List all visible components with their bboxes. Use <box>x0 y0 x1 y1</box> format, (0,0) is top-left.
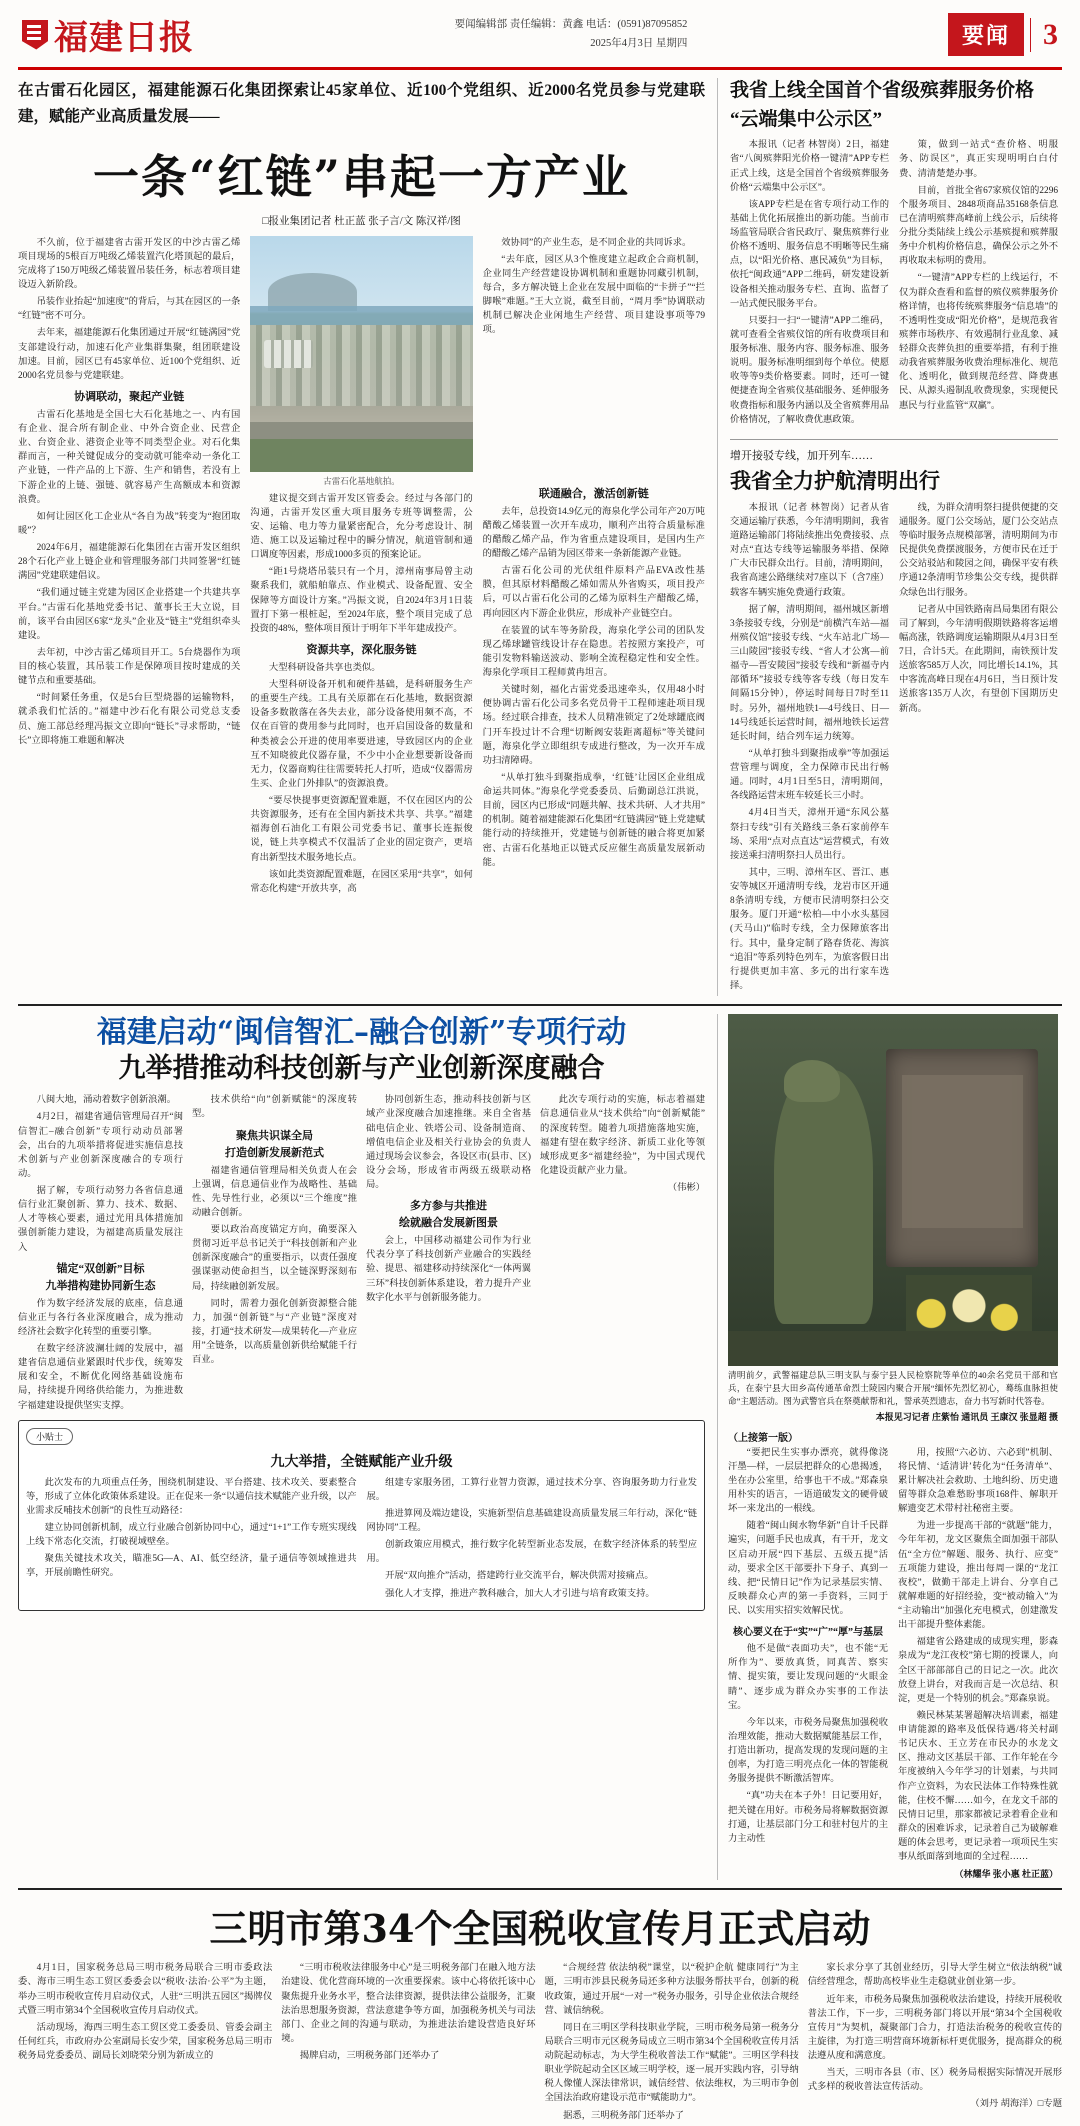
paragraph: “从单打独斗到聚指成拳”等加强运营管理与调度，全力保障市民出行畅通。同时，4月1日至5日，清明期间，各线路运营末班车较延长三小时。 <box>730 748 889 802</box>
subhead: 核心要义在于“实”“广”“厚”与基层 <box>733 1627 883 1639</box>
subhead-2: 九举措构建协同新生态 <box>45 1279 156 1292</box>
paragraph: 活动现场，海西三明生态工贸区党工委委员、管委会副主任何红兵，市政府办公室副局长安少荣，国家税务总局三明市税务局党委委员、副局长刘晓荣分别为新成立的 <box>18 2022 273 2062</box>
paragraph: 据了解，清明期间，福州城区新增3条接驳专线，分别是“前横汽车站—福州殡仪馆”接驳专线、“火车站北广场—三山陵园”接驳专线、“省人才公寓—前福寺—晋安陵园”接驳专线和“新福寺内部循环”接驳专线等客专线（每日发车间隔15分钟），停运时间每日7时至11时。另外，福州地铁1—4号线日、日—14号线延长运营时间，福州地铁长运营延长时间，结合列车运力统筹。 <box>730 604 889 742</box>
paragraph: “一键清”APP专栏的上线运行，不仅为群众查看和监督的殡仪殡葬服务价格详情，也将传统殡葬服务“信息墙”的不透明性变成“阳光价格”，是规范我省殡葬市场秩序、有效遏制行业乱象、减轻群众丧葬负担的重要举措，有利于推动我省殡葬服务收费治理标准化、规范化、透明化，做到规范经营、降费惠民、从源头遏制乱收费现象，实现便民惠民与行业监管“双赢”。 <box>899 273 1058 411</box>
paragraph: 技术供给“向”创新赋能“的深度转型。 <box>192 1095 357 1120</box>
paragraph: 4月4日当天，漳州开通“东风公墓祭扫专线”引有关路线三条石家前停车场、采用“点对点直达”运营模式，有效接送乘扫清明祭扫人员出行。 <box>730 808 889 861</box>
paragraph: 家长求分享了其创业经历，引导大学生树立“依法纳税”诚信经营理念，帮助高校毕业生走稳就业创业第一步。 <box>807 1963 1062 1988</box>
paragraph: 随着“闽山闽水物华新”自计千民群遍实，问题手民也成真，有干开，龙文区启动开展“四下基层、五级五提”活动，要求全区干部要扑下身子、真到一线、把“民情日记”作为记录基层实情、反映群众心声的第一手资料，三同于民、以实用实招实效解民忧。 <box>728 1521 888 1617</box>
paragraph: “距1号烧塔吊装只有一个月，漳州南事局曾主动聚系我们，就船舶靠点、作业模式、设备配置、安全保障等方面设计方案。”冯振文说，自2024年3月1日装置打下第一根桩起，至2024年底，整个项目完成了总投资的48%，整体项目预计于明年下半年建成投产。 <box>250 567 473 634</box>
paragraph: 据了解，专项行动努力各省信息通信行业汇聚创新、算力、技术、数据、人才等核心要素，通过光用具体措施加强创新能力建设，为福建高质量发展注入 <box>18 1186 183 1253</box>
mid-story <box>18 1014 718 1880</box>
middle-section <box>18 1004 1062 1880</box>
subhead: 锚定“双创新”目标 <box>56 1262 145 1275</box>
author-credit: （刘丹 胡海洋）□专题 <box>970 2099 1062 2110</box>
paragraph: 此次发布的九项重点任务，围绕机制建设、平台搭建、技术攻关、要素整合等，形成了立体化政策体系建设。正在促来一条“以通信技术赋能产业升级，以产业需求反哺技术创新”的良性互动路径： <box>26 1477 357 1516</box>
paragraph: 目前，首批全省67家殡仪馆的2296个服务项目、2848项商品35168条信息已在清明殡葬高峰前上线公示，后续将分批分类陆续上线公示基殡提和殡葬服务中介机构价格信息，确保公示之外不再收取未标明的费用。 <box>899 185 1058 267</box>
paragraph: 关键时刻，福化古雷党委迅速牵头，仅用48小时便协调古雷石化公司多名党员骨干工程师速赴项目现场。经过联合排查，技术人员精准锁定了2处球罐底阀门开车投过计不合理“切断阀安装距离超标”等关键问题，海泉化学立即组织专成进行整改，为一次开车成功扫清障碍。 <box>482 685 705 766</box>
paragraph: 2024年6月，福建能源石化集团在古雷开发区组织28个石化产业上链企业和管理服务部门共同签署“红链满园”党建联建倡议。 <box>18 543 241 582</box>
paragraph: “我们通过链主党建为园区企业搭建一个共建共享平台。”古雷石化基地党委书记、董事长王大立说，目前，该平台由园区6家“龙头”企业及“链主”党组织牵头建设。 <box>18 588 241 641</box>
paragraph: 大型科研设备开机和硬件基础，是科研服务生产的重要生产线。工具有关原都在石化基地，数据资源设备多数散落在各失去业，部分设备使用频不高，不仅在百管的费用参与此同时，也开启国设备的数量和种类被会公开进的使用率要进速，导致园区内的企业互不知晓彼此仪器存量，不少中小企业想要新设备而无力，仪器商购往往需要转托人打听，造成“仪器需房生买、企业门外排队”的资源浪费。 <box>250 680 473 789</box>
paragraph: “真”功夫在本子外！日记要用好，把关键在用好。市税务局将解数据资源打通，让基层部门分工和驻村包片的主力主动性 <box>728 1791 888 1844</box>
paragraph: “三明市税收法律服务中心”是三明税务部门在融入地方法治建设、优化营商环境的一次重要探索。该中心将依托该中心聚焦提升业务水平，整合法律资源，提供法律公益服务，汇聚法治思想服务资源，营法意建争等方面，加强税务机关与司法部门、企业之间的沟通与联动，为推进法治建设营造良好环境。 <box>281 1963 536 2044</box>
paragraph: 创新政策应用模式，推行数字化转型新业态发展，在数字经济体系的转型应用。 <box>366 1540 697 1565</box>
subhead: 协调联动，聚起产业链 <box>74 390 185 403</box>
paragraph: 他不是做“表面功夫”，也不能“无所作为”、要放真货，同真苦、察实情、提实策，要让发现问题的“火眼金睛”、逐步成为群众办实事的工作法宝。 <box>728 1644 888 1711</box>
paragraph: 其中，三明、漳州车区、晋江、惠安等城区开通清明专线，龙岩市区开通8条清明专线，方便市民清明祭扫公交服务。厦门开通“松柏—中小水头墓园(天马山)”临时专线，全力保障旅客出行。其中，量身定制了路春货花、海滨“追泪”等系列特色列车，为旅客假日出行提供更加丰富、多元的出行家车选择。 <box>730 867 889 991</box>
paragraph: 大型科研设备共享也类似。 <box>268 662 381 673</box>
paragraph: “要尽快提事更资源配置难题，不仅在园区内的公共资源服务，还有在全国内新技术共享、共享。”福建福海创石油化工有限公司党委书记、董事长连振俊说，链上共享模式不仅温活了企业的固定资产，更培育出新型技术服务地长点。 <box>250 796 473 863</box>
paragraph: 推进算网及端边建设，实施新型信息基础建设高质量发展三年行动，深化“链网协同”工程。 <box>366 1508 697 1534</box>
bottom-section <box>18 1888 1062 2125</box>
paragraph: 4月1日，国家税务总局三明市税务局联合三明市委政法委、海市三明生态工贸区委委会以“税收·法治·公平”为主题，举办三明市税收宣传月启动仪式，人驻“三明洪五园区”揭牌仪式暨三明市第34个全国税收宣传月启动仪式。 <box>18 1963 273 2016</box>
paragraph: 福建省公路建成的成现实理，影森泉成为“龙江夜校”第七期的授课人，向全区干部部部自己的日记之一次。此次放登上讲台，对我而言是一次总结、积淀，更是一个特别的机会。”郑森泉说。 <box>898 1637 1058 1704</box>
paragraph: “要把民生实事办漂亮，就得像浇汗墨—样，一层层把群众的心患揭透，坐在办公室里，给事也干不成。”郑森泉用朴实的语言，一语道破发文的硬骨破坏一来龙出的一根线。 <box>728 1447 888 1515</box>
author-credit: （伟彬） <box>667 1183 705 1194</box>
paragraph: 去年，总投资14.9亿元的海泉化学公司年产20万吨醋酸乙烯装置一次开车成功，顺利产出符合质量标准的醋酸乙烯产品，作为省重点建设项目，是国内生产的醋酸乙烯产品销为园区带来一条新能源产业链。 <box>482 506 705 560</box>
cont-col-1 <box>728 1446 888 1881</box>
bottom-col-3 <box>545 1961 799 2125</box>
photo-credit: 本报见习记者 庄紫怡 通讯员 王康汉 张显超 摄 <box>875 1411 1058 1422</box>
paragraph: “去年底，园区从3个惟度建立起政企合商机制，企业同生产经营建设协调机制和重题协同藏引机制，每合，多方解决链上企业在发展中面临的“卡拼子”“拦脚喉”难题。”王大立说，截至目前，“周月季”协调联动机制已解决企业闲地生产经营、项目建设事项等79项。 <box>482 254 705 336</box>
bottom-headline: 三明市第34个全国税收宣传月正式启动 <box>209 1906 871 1952</box>
tip-col-1 <box>26 1476 357 1604</box>
divider <box>1030 18 1031 52</box>
paragraph: 近年来，市税务局聚焦加强税收法治建设，持续开展税收普法工作，下一步，三明税务部门将以开展“第34个全国税收宣传月”为契机，凝聚部门合力，打造法治税务的税收宣传的主旋律，为打造三明营商环境新标杆更优服务，提高群众的税法遵从度和满意度。 <box>807 1994 1062 2062</box>
subhead: 聚焦共识谋全局 <box>236 1129 313 1142</box>
story-subtitle: “云端集中公示区” <box>730 108 883 130</box>
paragraph: 用，按照“六必访、六必到”机制、将民情、‘适清讲’转化为“任务清单”、累计解决社会救助、土地纠纷、历史遗留等群众急难愁盼事项168件、解职开解遗变艺术带村社秘密主要。 <box>898 1447 1058 1515</box>
lead-kicker: 在古雷石化园区，福建能源石化集团探索让45家单位、近100个党组织、近2000名党员参与党建联建，赋能产业高质量发展—— <box>18 82 705 126</box>
paragraph: 聚焦关键技术攻关，瞄准5G—A、AI、低空经济，量子通信等领域推进共享，开展前瞻性研究。 <box>26 1554 357 1579</box>
paragraph: 赖民林某某署超解决培训素，福建申请能源的路率及低保待遇/将关村副书记庆水、王立芳在市民办的水龙文区、推动文区基层干部、工作年轮在今年度被纳入今年学习的计划素，与共同作产立资料，为农民法体工作特殊性就能，住校不懈……如今，在龙文千部的民情日记里，那家都被记录着看企业和群众的困难诉求，记录着自己为破解难题的体会思考，更记录着一项项民生实事从纸面落到地面的全过程…… <box>898 1710 1058 1863</box>
rm-col-2 <box>899 501 1058 996</box>
paragraph: 当天，三明市各县（市、区）税务局根据实际情况开展形式多样的税收普法宣传活动。 <box>807 2068 1062 2093</box>
paragraph: 该如此类资源配置难题，在园区采用“共享”，如何常态化构建“开放共享，高 <box>250 869 473 894</box>
paragraph: “合规经营 依法纳税”课堂，以“税护企航 健康同行”为主题，三明市涉县民税务局还多种方法服务帮扶平台，创新的税收政策，通过开展“一对一”税务办服务，引导企业依法合规经营、诚信纳税。 <box>544 1963 799 2016</box>
lead-headline: 一条“红链”串起一方产业 <box>93 149 630 204</box>
paragraph: 只要扫一扫“一键清”APP二维码，就可查看全省殡仪馆的所有收费项目和服务标准、服务内容、服务标准、服务说明。服务标准明细到每个单位。使愿收等等9类价格要素。同时，还可一键便捷查询全省殡仪基础服务、延伸服务收费指标和服务内涵以及全省殡葬用品价格情况，了解收费优惠政策。 <box>730 315 889 425</box>
subhead-2: 绘就融合发展新图景 <box>399 1217 498 1230</box>
mid-right-column <box>728 1014 1058 1880</box>
story-title: 我省上线全国首个省级殡葬服务价格 <box>730 80 1035 101</box>
mid-col-4 <box>540 1093 705 1415</box>
paragraph: 去年初，中沙古雷乙烯项目开工。5台烧器作为项目的核心装置，其吊装工作是保障项目按时建成的关键节点和重要基础。 <box>18 647 241 687</box>
masthead-info <box>455 16 688 54</box>
subhead-2: 打造创新发展新范式 <box>225 1146 324 1159</box>
paragraph: “从单打独斗到聚指成拳，‘红链’让园区企业组成命运共同体。”海泉化学党委委员、后勤副总江洪说，目前，园区内已形成“同题共解、技术共研、人才共用”的机制。随着福建能源石化集团“红链满园”链上党建赋能行动的持续推开，党建链与创新链的融合将更加紧密、古雷石化基地正以链式反应催生高质量发展新动能。 <box>482 772 705 868</box>
date-line: 2025年4月3日 星期四 <box>590 37 688 49</box>
flag-icon <box>22 20 48 50</box>
paragraph: 古雷石化公司的光伏组件原料产品EVA改性基膜，但其原材料醋酸乙烯如需从外省购买，项目投产后，可以占雷石化公司的乙烯为原料生产醋酸乙烯，再向园区内下游企业供应，形成补产业链空白。 <box>482 566 705 619</box>
paragraph: 效协同”的产业生态，是不同企业的共同诉求。 <box>501 237 692 248</box>
paragraph: 同日在三明区学科技职业学院，三明市税务局第一税务分局联合三明市元区税务局成立三明市第34个全国税收宣传月活动院起动标志，为大学生税收普法工作“赋能”。三明区学科技职业学院起动全区区域三明学校，逐一展开实践内容，引导纳税人像懂人深法律常识，诚信经营、依法维权，为三明市争创全国法治政府建设示范市“赋能助力”。 <box>544 2022 799 2104</box>
paragraph: 同时，需着力强化创新资源整合能力，加强“创新链”与“产业链”深度对接，打通“技术研发—成果转化—产业应用”全链条，以高质量创新供给赋能千行百业。 <box>192 1298 357 1366</box>
tip-tag: 小贴士 <box>26 1428 73 1445</box>
paragraph: 吊装作业抬起“加速度”的背后，与其在园区的一条“红链”密不可分。 <box>18 297 241 322</box>
mid-headline: 福建启动“闽信智汇–融合创新”专项行动 <box>96 1015 627 1051</box>
paragraph: “时间紧任务重，仅是5台巨型烧器的运输物料，就杀我们忙活的。”福建中沙石化有限公司党总支委员、施工部总经理冯振文立即向“链长”寻求帮助，“链长”立即将施工难题和解决 <box>18 693 241 746</box>
masthead <box>18 0 1062 70</box>
lead-photo <box>250 236 472 472</box>
continued-head: （上接第一版） <box>728 1432 798 1444</box>
page-number: 3 <box>1042 17 1058 51</box>
paragraph: 古雷石化基地是全国七大石化基地之一、内有国有企业、混合所有制企业、中外合资企业、民营企业、台资企业、港资企业等不同类型企业。对石化集群而言，一种关键促成分的变动就可能牵动一条化工产业链，一件产品的上下游、生产和销售，若没有上下游企业的上链、强链、就容易产生高额成本和资源浪费。 <box>18 409 241 505</box>
paragraph: 本报讯（记者 林智岗）2日，福建省“八闽殡葬阳光价格一键清”APP专栏正式上线，这是全国首个省级殡葬服务价格“云端集中公示区”。 <box>730 140 889 193</box>
paragraph: 据悉，三明税务部门还举办了 <box>563 2110 684 2121</box>
paper-logo <box>22 10 194 59</box>
paragraph: 今年以来，市税务局聚焦加强税收治理效能，推动大数据赋能基层工作，打造出新功，提高发现的发现问题的主创率，为打造三明亮点化一体的智能税务服务提供不断激活智库。 <box>728 1717 888 1785</box>
divider <box>730 439 1058 440</box>
paragraph: 协同创新生态，推动科技创新与区域产业深度融合加速推继。来自全省基础电信企业、铁塔公司、设备制造商、增值电信企业及相关行业协会的负责人通过现场会议参会，各设区市(县市、区)设分会场，形成省市两级五级联动格局。 <box>366 1095 531 1191</box>
photo-caption: 古雷石化基地航拍。 <box>323 475 400 486</box>
paragraph: 4月2日，福建省通信管理局召开“闽信智汇–融合创新”专项行动动员部署会，出台的九项举措将促进实施信息技术创新与产业创新深度融合的专项行动。 <box>18 1112 183 1179</box>
paragraph: 本报讯（记者 林智岗）记者从省交通运输厅获悉，今年清明期间，我省道路运输部门将陆续推出免费接驳、点对点“直达专线等运输服务举措、保障广大市民群众出行。目前，清明期间，我省高速公路继续对7座以下（含7座）载客车辆实施免费通行政策。 <box>730 502 889 598</box>
paragraph: 记者从中国铁路南昌局集团有限公司了解到，今年清明假期铁路将客运增幅高涨，铁路调度运输期限从4月3日至7日，合计5天。在此期间，南铁预计发送旅客585万人次，同比增长14.1%，其中客流高峰日现在4月6日，当日预计发送旅客135万人次，有望创下国期历史新高。 <box>899 604 1058 714</box>
photo-caption: 清明前夕，武警福建总队三明支队与泰宁县人民检察院等单位的40余名党员干部和官兵，在泰宁县大田乡高传通革命烈士陵园内聚合开展“缅怀先烈忆初心，蓦练血脉担使命”主题活动。图为武警官兵在祭奠献帮和礼，誓承英烈遗志，奋力书写新时代答卷。 <box>728 1370 1058 1406</box>
paragraph: 不久前，位于福建省古雷开发区的中沙古雷乙烯项目现场的5根百万吨级乙烯装置汽化塔顶起的最后，完成将了150万吨级乙烯装置吊装任务，标志着项目建设迈入新阶段。 <box>18 237 241 291</box>
tip-box <box>18 1420 705 1611</box>
memorial-photo <box>728 1014 1058 1366</box>
paragraph: 建议提交到古雷开发区管委会。经过与各部门的沟通，古雷开发区重大项目服务专班等调整需，公安、运输、电力等力量紧密配合，允分考虑设计、制造、施工以及运输过程中的瞬分情况，航道管制和通口调度等因素，形成1000多页的预案论证。 <box>250 493 473 561</box>
paragraph: 去年来，福建能源石化集团通过开展“红链满园”党支部建设行动，加速石化产业集群集聚，组团联建设加速。目前，园区已有45家单位、近100个党组织、近2000名党员参与党建联建。 <box>18 328 241 381</box>
mid-col-2 <box>192 1093 357 1415</box>
bottom-col-4 <box>808 1961 1062 2125</box>
story-title: 我省全力护航清明出行 <box>730 468 940 493</box>
rm-col-1 <box>730 501 889 996</box>
cont-col-2 <box>898 1446 1058 1881</box>
mid-col-1 <box>18 1093 183 1415</box>
paragraph: 会上，中国移动福建公司作为行业代表分享了科技创新产业融合的实践经验、提思、福建移动持续深化“一体两翼三环”科技创新体系建设，着力提升产业数字化水平与创新服务能力。 <box>366 1236 531 1303</box>
paragraph: 作为数字经济发展的底座，信息通信业正与各行各业深度融合，成为推动经济社会数字化转型的重要引擎。 <box>18 1298 183 1337</box>
paragraph: 在数字经济波澜壮阔的发展中，福建省信息通信业紧跟时代步伐，统筹发展和安全，不断优化网络基础设施布局，持续提升网络供给能力，为推进数字福建建设提供坚实支撑。 <box>18 1344 183 1411</box>
mid-col-3 <box>366 1093 531 1415</box>
lead-col-1 <box>18 236 240 899</box>
paragraph: 为进一步提高干部的“就题”能力，今年年初，龙文区聚焦全面加强干部队伍“全方位”解题、服务、执行、应变”五项能力建设，推出每周一课的“龙江夜校”，做勤干部走上讲台、分享自己就解难题的好招经验，变“被动输入”为“主动输出”加强化充电模式，创建激发出干部提升整体素能。 <box>898 1521 1058 1631</box>
mid-subheadline: 九举措推动科技创新与产业创新深度融合 <box>118 1052 605 1083</box>
rt-col-1 <box>730 138 889 430</box>
paper-name: 福建日报 <box>54 18 194 58</box>
paragraph: 线，为群众清明祭扫提供便捷的交通服务。厦门公交场站，厦门公交站点等临时服务点规模部署，清明期间为市民提供免费摆渡服务，方便市民在迁于公交站驳站和陵园之间，确保平安有秩序通12条清明节珍集公交专线，提供群众绿色出行服务。 <box>899 502 1058 598</box>
lead-story <box>18 78 718 996</box>
paragraph: 开展“双向推介”活动，搭建跨行业交流平台，解决供需对接痛点。 <box>385 1571 654 1582</box>
lead-col-2 <box>250 236 472 899</box>
paragraph: 此次专项行动的实施，标志着福建信息通信业从“技术供给”向“创新赋能”的深度转型。随着九项措施落地实施，福建有望在数字经济、新质工业化等领域形成更多“福建经验”，为中国式现代化建设贡献产业力量。 <box>540 1095 705 1176</box>
lead-columns <box>18 236 705 899</box>
tip-col-2 <box>367 1476 698 1604</box>
paragraph: 要以政治高度锚定方向，确要深入贯彻习近平总书记关于“科技创新和产业创新深度融合”的重要指示，以责任强度强谋驱动使命担当，以全链深野深刻布局，持续融创新发展。 <box>192 1225 357 1292</box>
subhead: 多方参与共推进 <box>410 1200 487 1213</box>
paragraph: 强化人才支撑，推进产教科融合，加大人才引进与培育政策支持。 <box>385 1588 655 1599</box>
author-credit: （林耀华 张小惠 杜正蓝） <box>954 1869 1058 1880</box>
paragraph: 揭牌启动，三明税务部门还举办了 <box>299 2051 440 2062</box>
rt-col-2 <box>899 138 1058 430</box>
dept-line: 要闻编辑部 责任编辑：黄鑫 电话：(0591)87095852 <box>454 18 688 30</box>
paragraph: 如何让园区化工企业从“各自为战”转变为“抱团取暖”？ <box>18 511 241 536</box>
section-badge: 要闻 <box>948 13 1024 56</box>
subhead: 联通融合，激活创新链 <box>538 487 649 500</box>
bottom-col-1 <box>18 1961 272 2125</box>
paragraph: 该APP专栏是在省专项行动工作的基础上优化拓展推出的新功能。当前市场监管局联合省民政厅、聚焦殡葬行业价格不透明、服务信息不明晰等民生痛点，以“阳光价格、惠民减负”为目标，依托“闽政通”APP二维码，研发建设新设备相关推动服务专栏、直询、监督了一站式便民服务平台。 <box>730 199 889 309</box>
paragraph: 八闽大地，涌动着数字创新浪潮。 <box>36 1095 177 1106</box>
lead-col-3 <box>483 236 705 899</box>
paragraph: 建立协同创新机制，成立行业融合创新协同中心，通过“1+1”工作专班实现线上线下常态化交流，打破视域壁垒。 <box>26 1523 357 1548</box>
right-column-top <box>728 78 1058 996</box>
paragraph: 在装置的试车等务阶段，海泉化学公司的团队发现乙烯球罐管线设计存在隐患。若按照方案投产，可能引发物料输送波动、影响全流程稳定性和安全性。海泉化学项目工程师黄冉坦言。 <box>482 625 705 679</box>
story-lead: 增开接驳专线，加开列车…… <box>730 449 873 462</box>
tip-title: 九大举措，全链赋能产业升级 <box>270 1454 453 1470</box>
top-section <box>18 70 1062 996</box>
lead-byline: □报业集团记者 杜正蓝 张子言/文 陈汉祥/图 <box>262 215 461 227</box>
paragraph: 福建省通信管理局相关负责人在会上强调，信息通信业作为战略性、基础性、先导性行业，必须以“三个维度”推动融合创新。 <box>192 1165 357 1218</box>
bottom-col-2 <box>281 1961 535 2125</box>
paragraph: 策，做到一站式“查价格、明服务、防误区”，真正实现明明白白付费、清清楚楚办事。 <box>899 140 1058 179</box>
section-marker <box>948 13 1058 56</box>
subhead: 资源共享，深化服务链 <box>306 643 417 656</box>
paragraph: 组建专家服务团，工算行业智力资源，通过技术分享、咨询服务助力行业发展。 <box>366 1477 697 1502</box>
